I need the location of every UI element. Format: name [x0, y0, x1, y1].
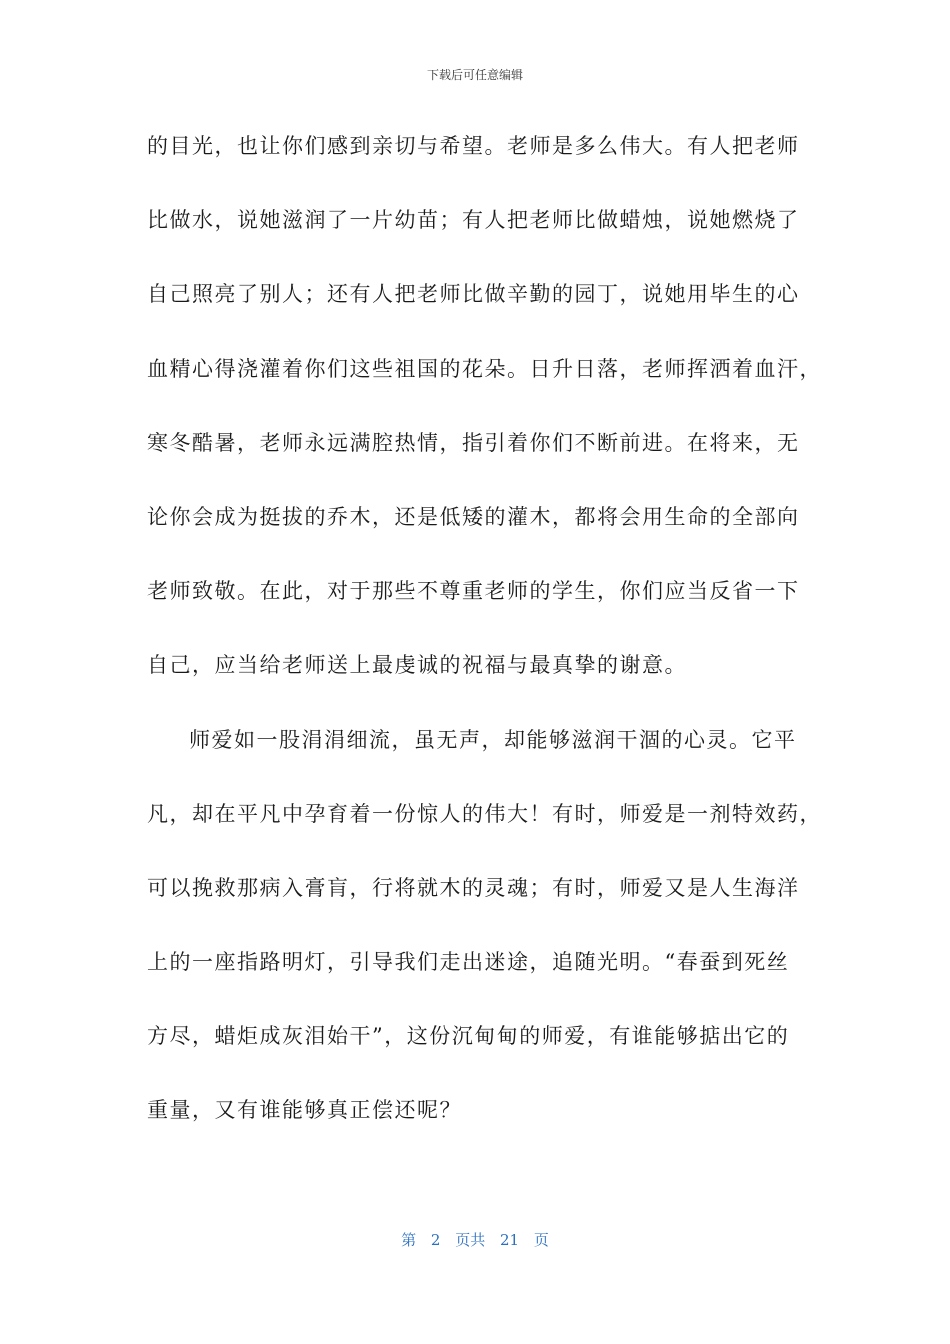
text-line: 凡，却在平凡中孕育着一份惊人的伟大！有时，师爱是一剂特效药， — [147, 801, 822, 826]
page-footer: 第 2 页共 21 页 — [401, 1231, 549, 1249]
text-line: 论你会成为挺拔的乔木，还是低矮的灌木，都将会用生命的全部向 — [147, 504, 800, 529]
text-line: 自己，应当给老师送上最虔诚的祝福与最真挚的谢意。 — [147, 653, 687, 678]
text-line: 比做水，说她滋润了一片幼苗；有人把老师比做蜡烛，说她燃烧了 — [147, 208, 800, 233]
text-line: 方尽，蜡炬成灰泪始干”，这份沉甸甸的师爱，有谁能够掂出它的 — [147, 1024, 790, 1049]
text-line: 重量，又有谁能够真正偿还呢？ — [147, 1098, 462, 1123]
paragraph-start-line: 师爱如一股涓涓细流，虽无声，却能够滋润干涸的心灵。它平 — [189, 727, 797, 752]
page-header: 下载后可任意编辑 — [426, 68, 523, 82]
text-line: 的目光，也让你们感到亲切与希望。老师是多么伟大。有人把老师 — [147, 134, 800, 158]
text-line: 上的一座指路明灯，引导我们走出迷途，追随光明。“春蚕到死丝 — [147, 950, 790, 975]
text-line: 血精心得浇灌着你们这些祖国的花朵。日升日落，老师挥洒着血汗， — [147, 356, 822, 381]
body-text — [147, 124, 822, 1163]
text-line: 寒冬酷暑，老师永远满腔热情，指引着你们不断前进。在将来，无 — [147, 430, 800, 455]
text-line: 可以挽救那病入膏肓，行将就木的灵魂；有时，师爱又是人生海洋 — [147, 875, 800, 900]
text-line: 老师致敬。在此，对于那些不尊重老师的学生，你们应当反省一下 — [147, 579, 800, 604]
text-line: 自己照亮了别人；还有人把老师比做辛勤的园丁，说她用毕生的心 — [147, 282, 800, 307]
